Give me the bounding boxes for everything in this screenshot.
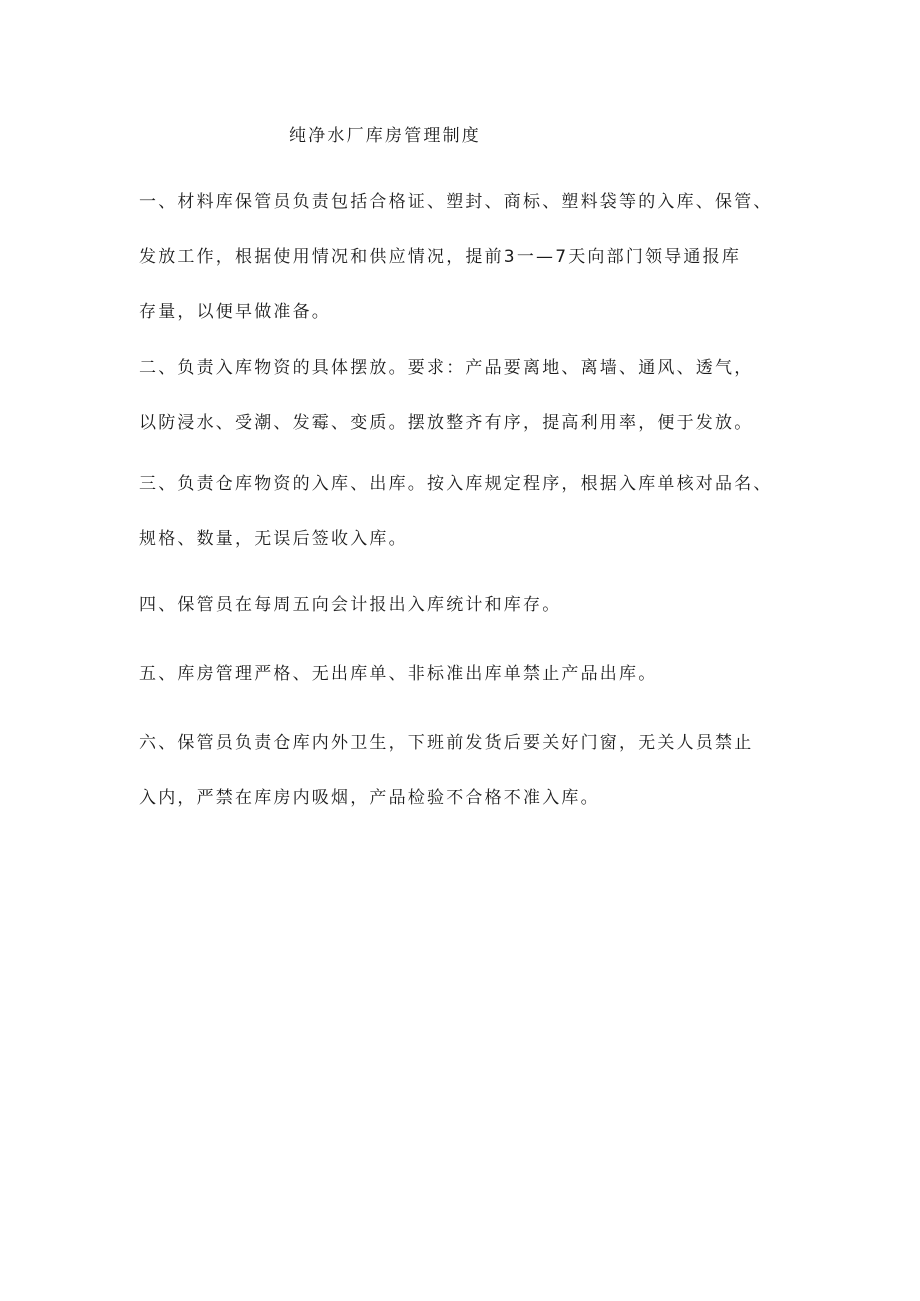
paragraph-line: 四、保管员在每周五向会计报出入库统计和库存。 bbox=[139, 595, 562, 615]
paragraph-line: 存量，以便早做准备。 bbox=[139, 302, 331, 322]
paragraph-line: 发放工作，根据使用情况和供应情况，提前3一—7天向部门领导通报库 bbox=[139, 247, 742, 267]
paragraph-line: 以防浸水、受潮、发霉、变质。摆放整齐有序，提高利用率，便于发放。 bbox=[139, 413, 754, 433]
paragraph-line: 规格、数量，无误后签收入库。 bbox=[139, 529, 408, 549]
paragraph-3 bbox=[139, 470, 799, 554]
paragraph-line: 入内，严禁在库房内吸烟，产品检验不合格不准入库。 bbox=[139, 788, 600, 808]
paragraph-line: 六、保管员负责仓库内外卫生，下班前发货后要关好门窗，无关人员禁止 bbox=[139, 733, 754, 753]
paragraph-line: 二、负责入库物资的具体摆放。要求：产品要离地、离墙、通风、透气， bbox=[139, 358, 754, 378]
paragraph-2 bbox=[139, 354, 799, 438]
paragraph-line: 三、负责仓库物资的入库、出库。按入库规定程序，根据入库单核对品名、 bbox=[139, 474, 773, 494]
paragraph-6 bbox=[139, 729, 799, 813]
paragraph-1 bbox=[139, 188, 799, 327]
paragraph-line: 五、库房管理严格、无出库单、非标准出库单禁止产品出库。 bbox=[139, 664, 658, 684]
paragraph-line: 一、材料库保管员负责包括合格证、塑封、商标、塑料袋等的入库、保管、 bbox=[139, 192, 773, 212]
paragraph-5 bbox=[139, 660, 799, 689]
document-title: 纯净水厂库房管理制度 bbox=[289, 126, 481, 146]
paragraph-4 bbox=[139, 591, 799, 620]
